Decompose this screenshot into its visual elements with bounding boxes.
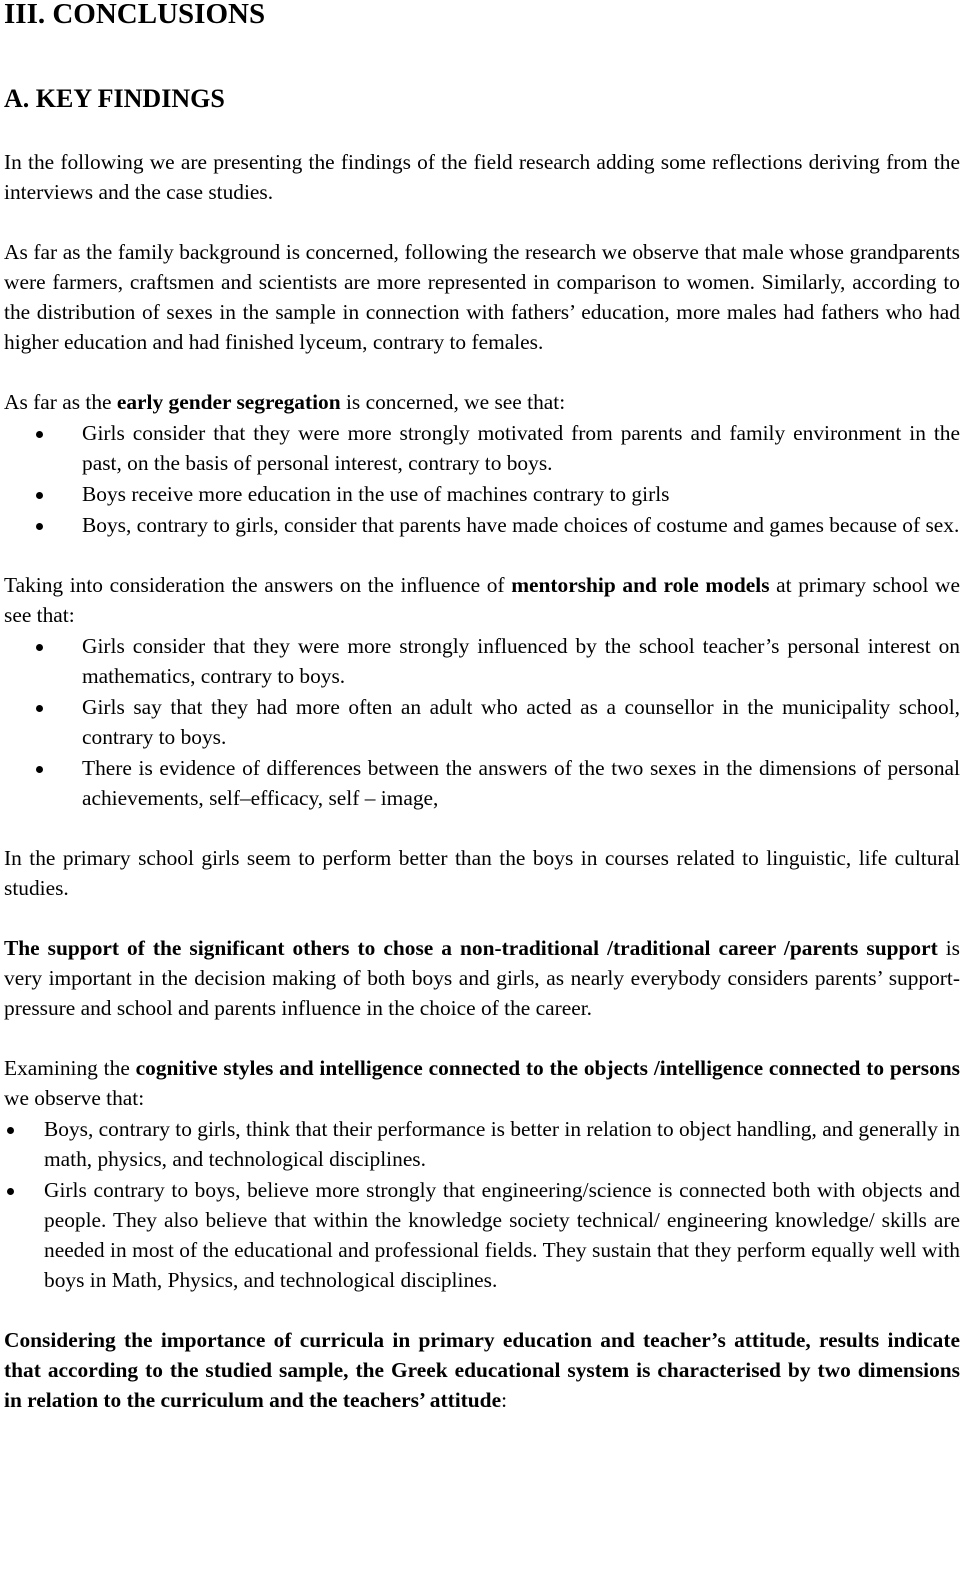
paragraph-text: at primary school we see that:: [4, 573, 960, 627]
list-item-text: Girls consider that they were more strongly motivated from parents and family environment in the past, on the basis of personal interest, contrary to boys.: [82, 421, 960, 475]
bullet-icon: [7, 1188, 14, 1195]
paragraph-primary-school: In the primary school girls seem to perform better than the boys in courses related to linguistic, life cultural studies.: [4, 846, 960, 900]
paragraph-text: we observe that:: [4, 1086, 145, 1110]
bullet-icon: [36, 431, 43, 438]
list-item: [4, 418, 960, 478]
paragraph-early-segregation: [4, 387, 960, 417]
bold-term: The support of the significant others to chose a non-traditional /traditional career /parents support: [4, 936, 938, 960]
bullet-list-cognitive-styles: [4, 1114, 960, 1295]
section-title: III. CONCLUSIONS: [4, 0, 266, 30]
paragraph-text: As far as the: [4, 390, 117, 414]
paragraph-mentorship: [4, 570, 960, 630]
bullet-icon: [36, 766, 43, 773]
bold-term: Considering the importance of curricula in primary education and teacher’s attitude, results indicate that according to the studied sample, the Greek educational system is characterised by two dimensions in relation to the curriculum and the teachers’ attitude: [4, 1328, 960, 1412]
bullet-icon: [36, 523, 43, 530]
bullet-icon: [36, 492, 43, 499]
list-item-text: Boys, contrary to girls, think that their performance is better in relation to object handling, and generally in math, physics, and technological disciplines.: [44, 1117, 960, 1171]
bullet-icon: [7, 1127, 14, 1134]
list-item-text: Girls say that they had more often an adult who acted as a counsellor in the municipality school, contrary to boys.: [82, 695, 960, 749]
list-item: [4, 1175, 960, 1295]
paragraph-cognitive-styles: [4, 1053, 960, 1113]
list-item: [4, 692, 960, 752]
list-item-text: Girls contrary to boys, believe more strongly that engineering/science is connected both with objects and people. They also believe that within the knowledge society technical/ engineering knowledge/ skills are needed in most of the educational and professional fields. They sustain that they perform equally well with boys in Math, Physics, and technological disciplines.: [44, 1178, 960, 1292]
paragraph-text: is very important in the decision making of both boys and girls, as nearly everybody considers parents’ support-pressure and school and parents influence in the choice of the career.: [4, 936, 960, 1020]
bullet-icon: [36, 705, 43, 712]
paragraph-text: :: [501, 1388, 508, 1412]
bold-term: early gender segregation: [116, 390, 341, 414]
paragraph-text: is concerned, we see that:: [340, 390, 566, 414]
paragraph-curricula: [4, 1325, 960, 1415]
bullet-list-mentorship: [4, 631, 960, 813]
list-item-text: There is evidence of differences between the answers of the two sexes in the dimensions of personal achievements, self–efficacy, self – image,: [82, 756, 960, 810]
bullet-list-early-segregation: [4, 418, 960, 540]
document-body: [4, 147, 960, 1445]
list-item-text: Boys receive more education in the use of machines contrary to girls: [82, 482, 670, 506]
list-item: [4, 479, 960, 509]
list-item-text: Girls consider that they were more strongly influenced by the school teacher’s personal interest on mathematics, contrary to boys.: [82, 634, 960, 688]
list-item: [4, 510, 960, 540]
bold-term: mentorship and role models: [511, 573, 770, 597]
bold-term: cognitive styles and intelligence connected to the objects /intelligence connected to persons: [135, 1056, 960, 1080]
list-item-text: Boys, contrary to girls, consider that parents have made choices of costume and games because of sex.: [82, 513, 960, 537]
bullet-icon: [36, 644, 43, 651]
list-item: [4, 631, 960, 691]
list-item: [4, 753, 960, 813]
document-page: [4, 0, 960, 1412]
subsection-title: A. KEY FINDINGS: [4, 84, 225, 113]
paragraph-text: Taking into consideration the answers on the influence of: [4, 573, 512, 597]
paragraph-support: [4, 933, 960, 1023]
paragraph-text: Examining the: [4, 1056, 136, 1080]
paragraph-intro: In the following we are presenting the findings of the field research adding some reflections deriving from the interviews and the case studies.: [4, 150, 960, 204]
paragraph-family-background: As far as the family background is concerned, following the research we observe that male whose grandparents were farmers, craftsmen and scientists are more represented in comparison to women. Similarly, according to the distribution of sexes in the sample in connection with fathers’ education, more males had fathers who had higher education and had finished lyceum, contrary to females.: [4, 240, 960, 354]
list-item: [4, 1114, 960, 1174]
